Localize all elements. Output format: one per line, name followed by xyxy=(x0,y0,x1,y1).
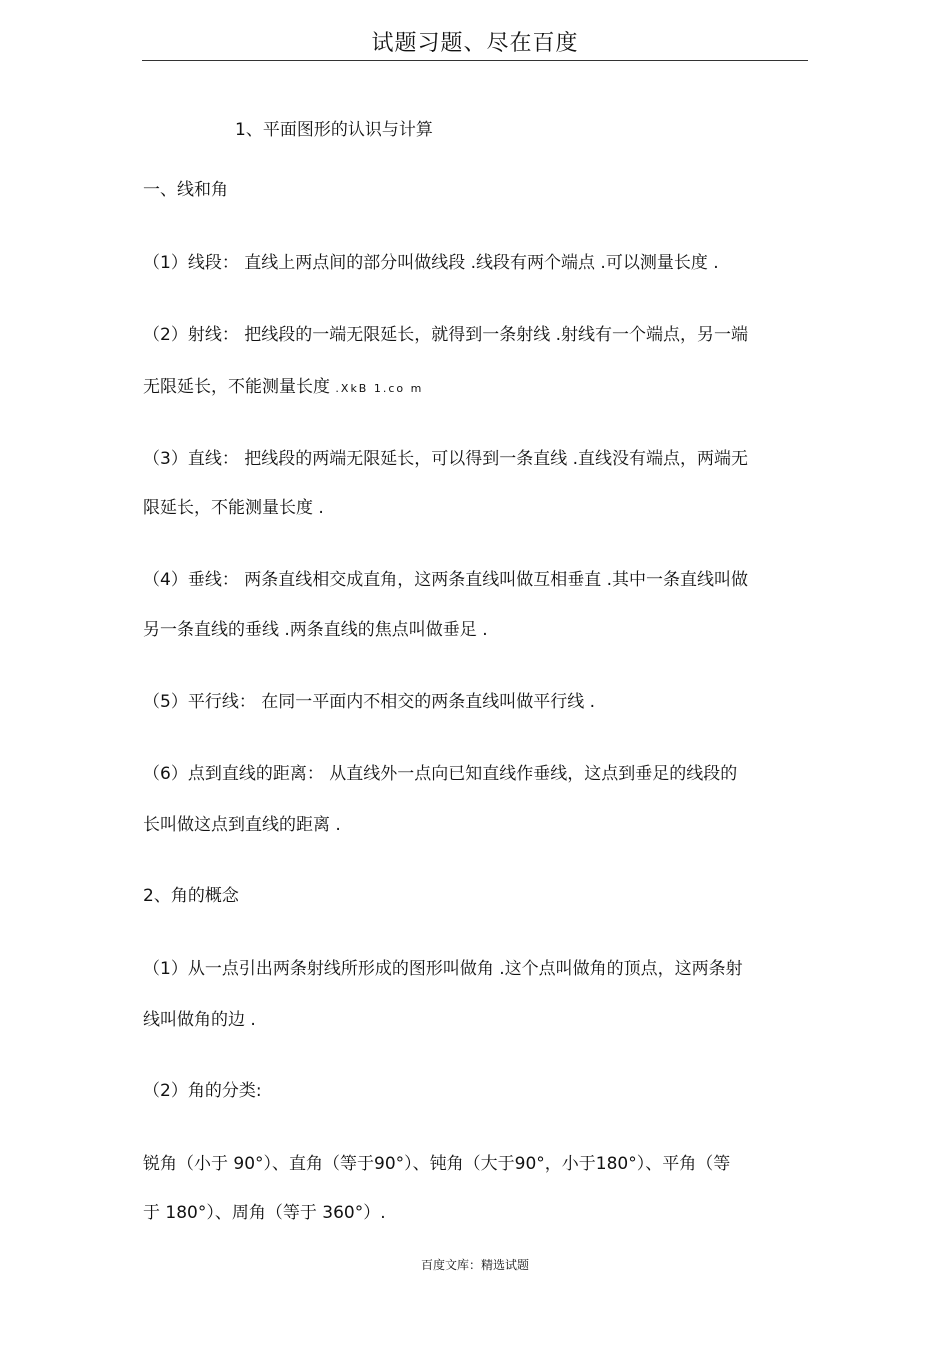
paragraph-line: 线叫做角的边 . xyxy=(143,1010,256,1030)
paragraph-line: （1）从一点引出两条射线所形成的图形叫做角 .这个点叫做角的顶点，这两条射 xyxy=(143,959,743,979)
header-divider xyxy=(142,60,808,61)
section-heading: 2、角的概念 xyxy=(143,886,239,906)
paragraph-line: （2）射线： 把线段的一端无限延长，就得到一条射线 .射线有一个端点，另一端 xyxy=(143,325,749,345)
section-heading: 一、线和角 xyxy=(143,180,228,200)
footer-text: 百度文库：精选试题 xyxy=(420,1258,529,1272)
header-title: 试题习题、尽在百度 xyxy=(371,31,579,56)
paragraph-line: 限延长，不能测量长度 . xyxy=(143,498,324,518)
paragraph-line: （3）直线： 把线段的两端无限延长，可以得到一条直线 .直线没有端点，两端无 xyxy=(143,449,749,469)
paragraph-line xyxy=(143,376,423,400)
paragraph-line: （2）角的分类: xyxy=(143,1081,262,1101)
paragraph-line: （5）平行线： 在同一平面内不相交的两条直线叫做平行线 . xyxy=(143,692,596,712)
paragraph-line: 锐角（小于 90°）、直角（等于90°）、钝角（大于90°，小于180°）、平角（等 xyxy=(143,1154,731,1174)
paragraph-line: （1）线段： 直线上两点间的部分叫做线段 .线段有两个端点 .可以测量长度 . xyxy=(143,253,719,273)
watermark-fragment: .XkB 1.co m xyxy=(335,382,424,395)
paragraph-line: （6）点到直线的距离： 从直线外一点向已知直线作垂线，这点到垂足的线段的 xyxy=(143,764,738,784)
paragraph-line: 长叫做这点到直线的距离 . xyxy=(143,815,341,835)
paragraph-text: 无限延长，不能测量长度 xyxy=(143,377,336,397)
paragraph-line: 另一条直线的垂线 .两条直线的焦点叫做垂足 . xyxy=(143,620,488,640)
paragraph-line: （4）垂线： 两条直线相交成直角，这两条直线叫做互相垂直 .其中一条直线叫做 xyxy=(143,570,749,590)
document-title: 1、平面图形的认识与计算 xyxy=(235,120,433,140)
paragraph-line: 于 180°）、周角（等于 360°）. xyxy=(143,1203,386,1223)
